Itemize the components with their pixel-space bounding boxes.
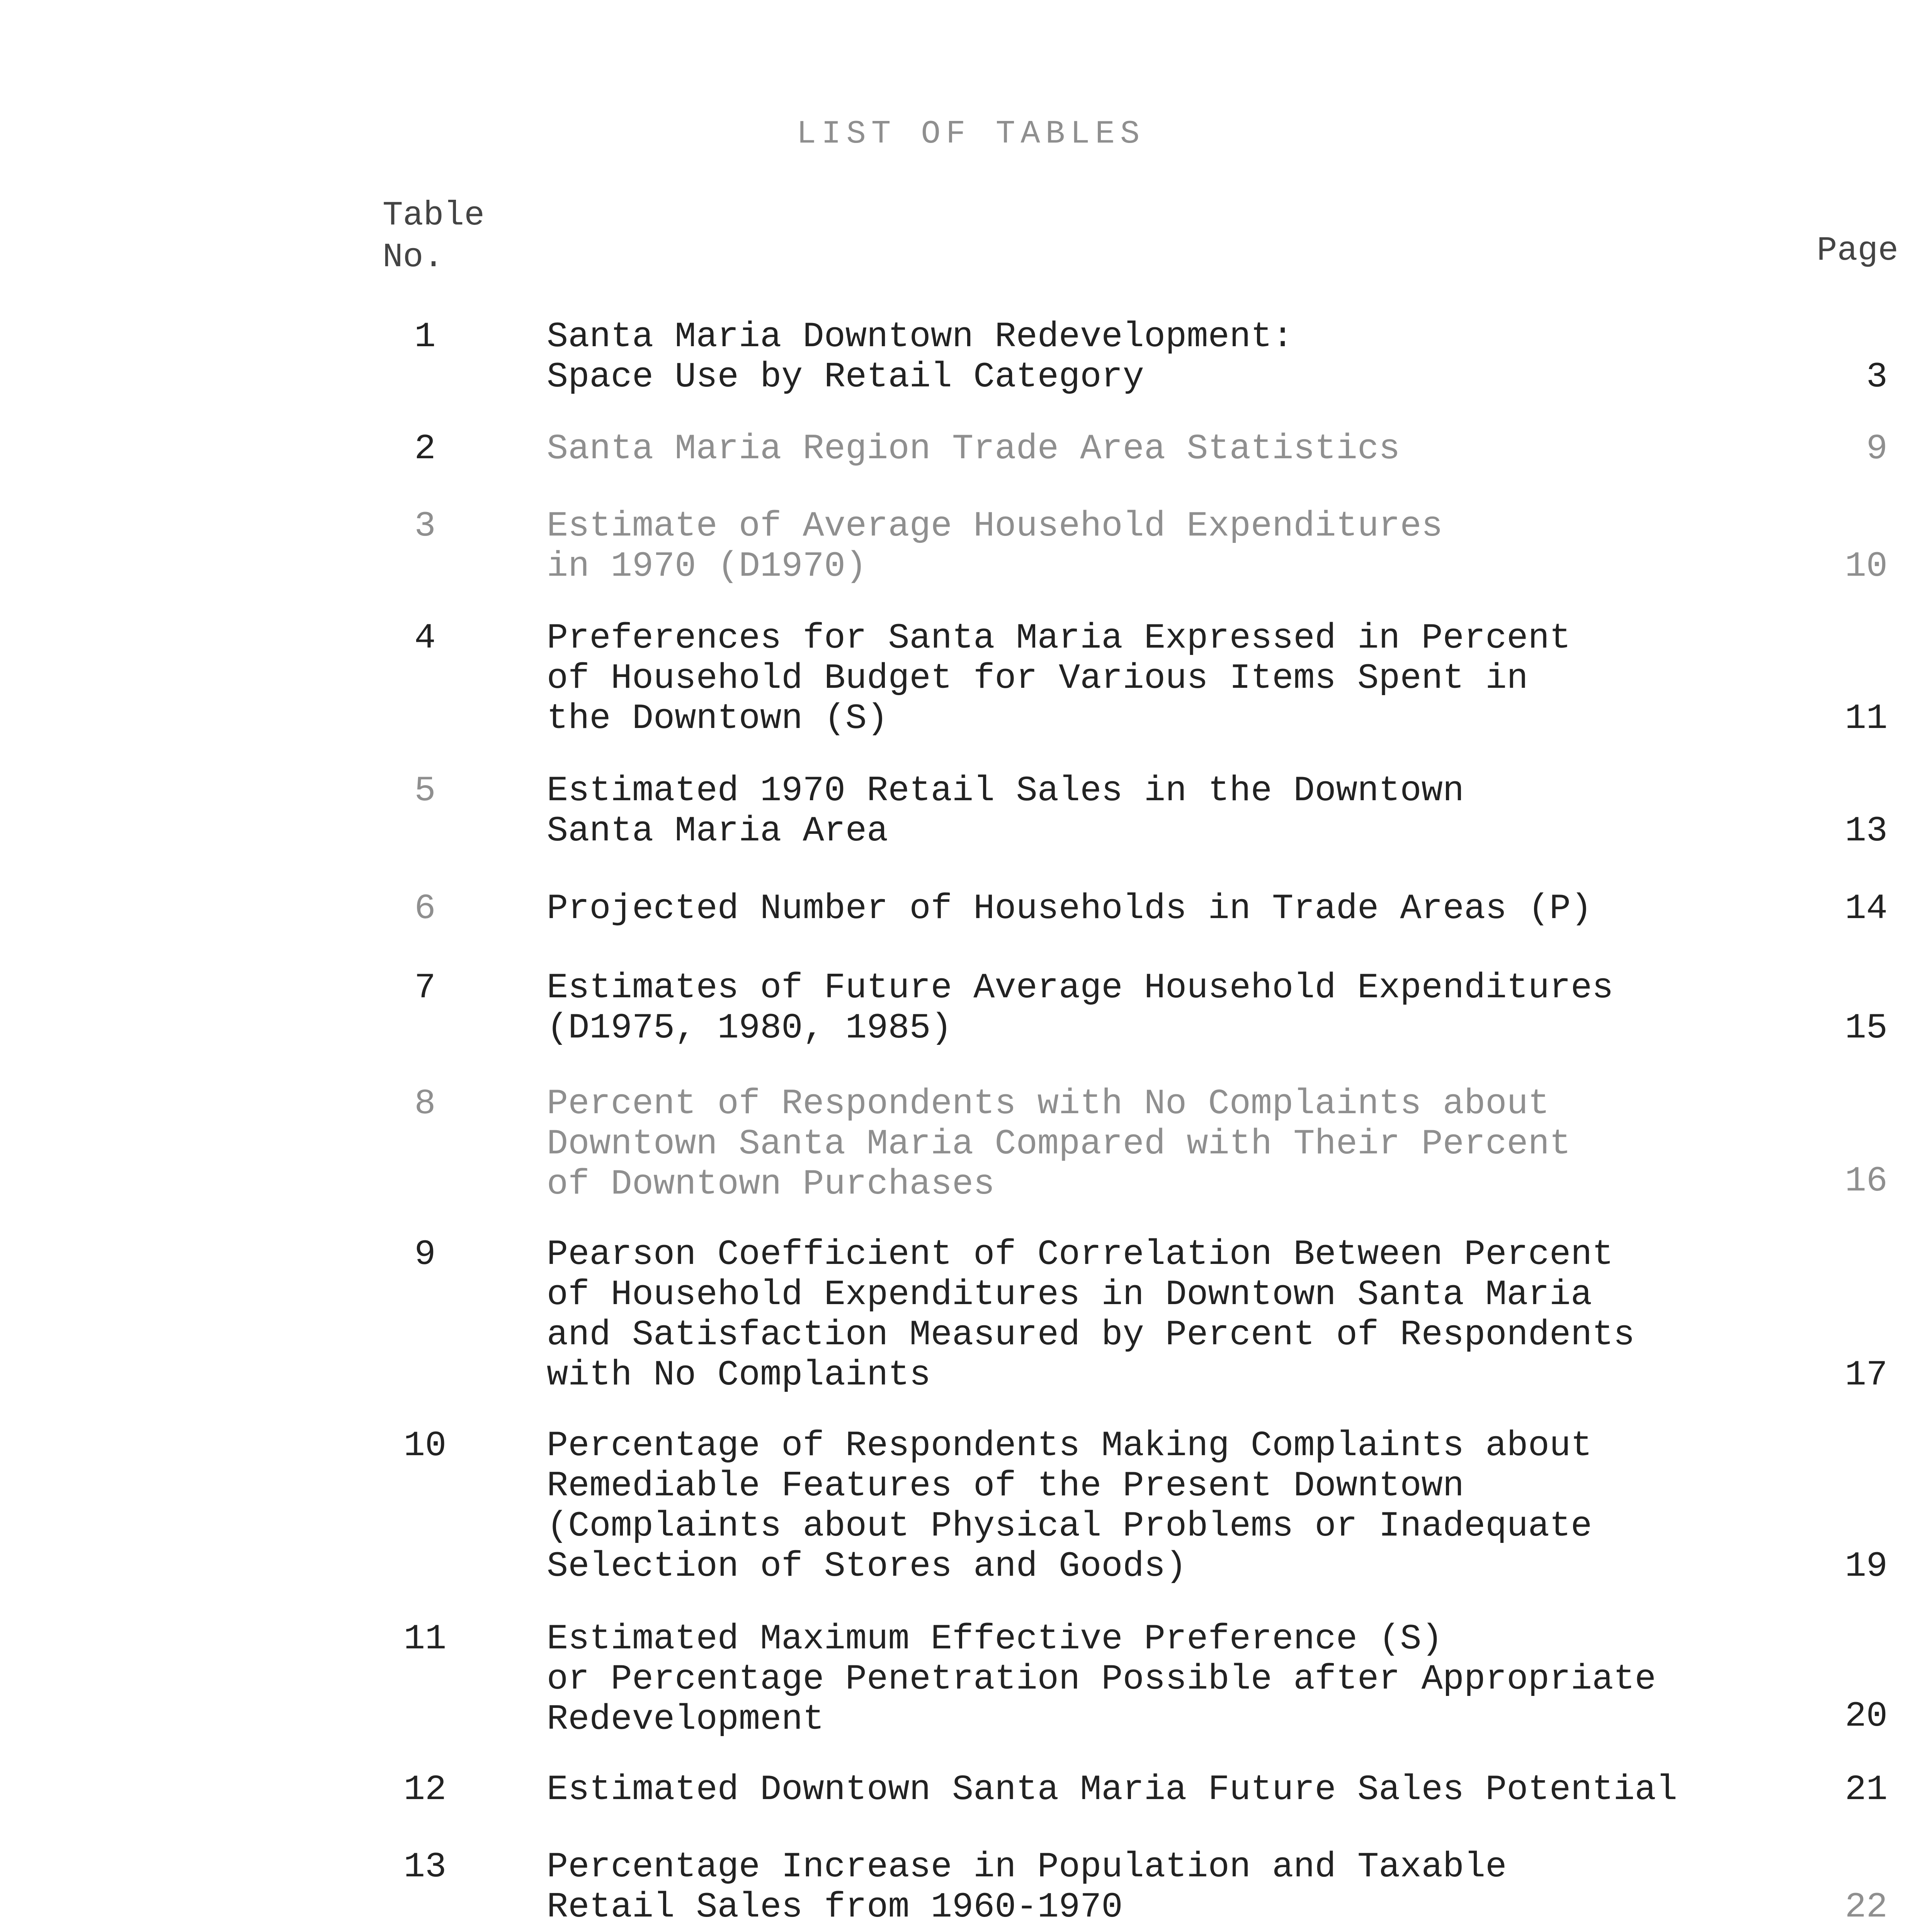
table-title: Estimate of Average Household Expenditures in 1970 (D1970) bbox=[547, 506, 1443, 587]
table-number: 7 bbox=[414, 968, 436, 1008]
table-number: 10 bbox=[403, 1425, 447, 1466]
page-reference: 10 bbox=[1845, 546, 1888, 587]
table-title: Estimates of Future Average Household Expenditures (D1975, 1980, 1985) bbox=[547, 968, 1614, 1048]
table-number: 3 bbox=[414, 506, 436, 546]
table-number: 8 bbox=[414, 1083, 436, 1124]
table-title: Estimated 1970 Retail Sales in the Downtown Santa Maria Area bbox=[547, 770, 1464, 851]
table-number: 4 bbox=[414, 618, 436, 658]
page-reference: 13 bbox=[1845, 811, 1888, 851]
table-number: 2 bbox=[414, 429, 436, 469]
page-column-header: Page bbox=[1816, 232, 1898, 270]
page-title: LIST OF TABLES bbox=[796, 116, 1145, 153]
table-title: Pearson Coefficient of Correlation Between Percent of Household Expenditures in Downtown Santa Maria and Satisfaction Measured by Percent of Respondents with No Complaints bbox=[547, 1234, 1635, 1395]
table-number: 11 bbox=[403, 1619, 447, 1659]
table-title: Projected Number of Households in Trade Areas (P) bbox=[547, 888, 1592, 929]
page-reference: 11 bbox=[1845, 698, 1888, 739]
page-reference: 16 bbox=[1845, 1161, 1888, 1201]
page-reference: 21 bbox=[1845, 1769, 1888, 1810]
table-title: Santa Maria Region Trade Area Statistics bbox=[547, 429, 1400, 469]
table-title: Percent of Respondents with No Complaints about Downtown Santa Maria Compared with Their Percent of Downtown Purchases bbox=[547, 1083, 1571, 1204]
page-reference: 19 bbox=[1845, 1546, 1888, 1587]
table-number: 6 bbox=[414, 888, 436, 929]
page-reference: 9 bbox=[1866, 429, 1888, 469]
table-number: 9 bbox=[414, 1234, 436, 1275]
table-number: 5 bbox=[414, 770, 436, 811]
table-title: Santa Maria Downtown Redevelopment: Space Use by Retail Category bbox=[547, 316, 1294, 397]
table-number: 1 bbox=[414, 316, 436, 357]
table-title: Percentage of Respondents Making Complaints about Remediable Features of the Present Downtown (Complaints about Physical Problems or Inadequate Selection of Stores and Goods) bbox=[547, 1425, 1592, 1587]
page-reference: 22 bbox=[1845, 1887, 1888, 1927]
table-title: Estimated Maximum Effective Preference (S) or Percentage Penetration Possible after Appropriate Redevelopment bbox=[547, 1619, 1656, 1740]
page-reference: 17 bbox=[1845, 1355, 1888, 1395]
page-reference: 3 bbox=[1866, 357, 1888, 397]
table-title: Percentage Increase in Population and Taxable Retail Sales from 1960-1970 bbox=[547, 1847, 1507, 1927]
page-reference: 20 bbox=[1845, 1696, 1888, 1736]
table-number: 13 bbox=[403, 1847, 447, 1887]
page-reference: 15 bbox=[1845, 1008, 1888, 1048]
table-number-column-header: Table No. bbox=[383, 197, 485, 277]
table-title: Estimated Downtown Santa Maria Future Sales Potential bbox=[547, 1769, 1678, 1810]
table-title: Preferences for Santa Maria Expressed in Percent of Household Budget for Various Items Spent in the Downtown (S) bbox=[547, 618, 1571, 739]
page-reference: 14 bbox=[1845, 888, 1888, 929]
table-number: 12 bbox=[403, 1769, 447, 1810]
